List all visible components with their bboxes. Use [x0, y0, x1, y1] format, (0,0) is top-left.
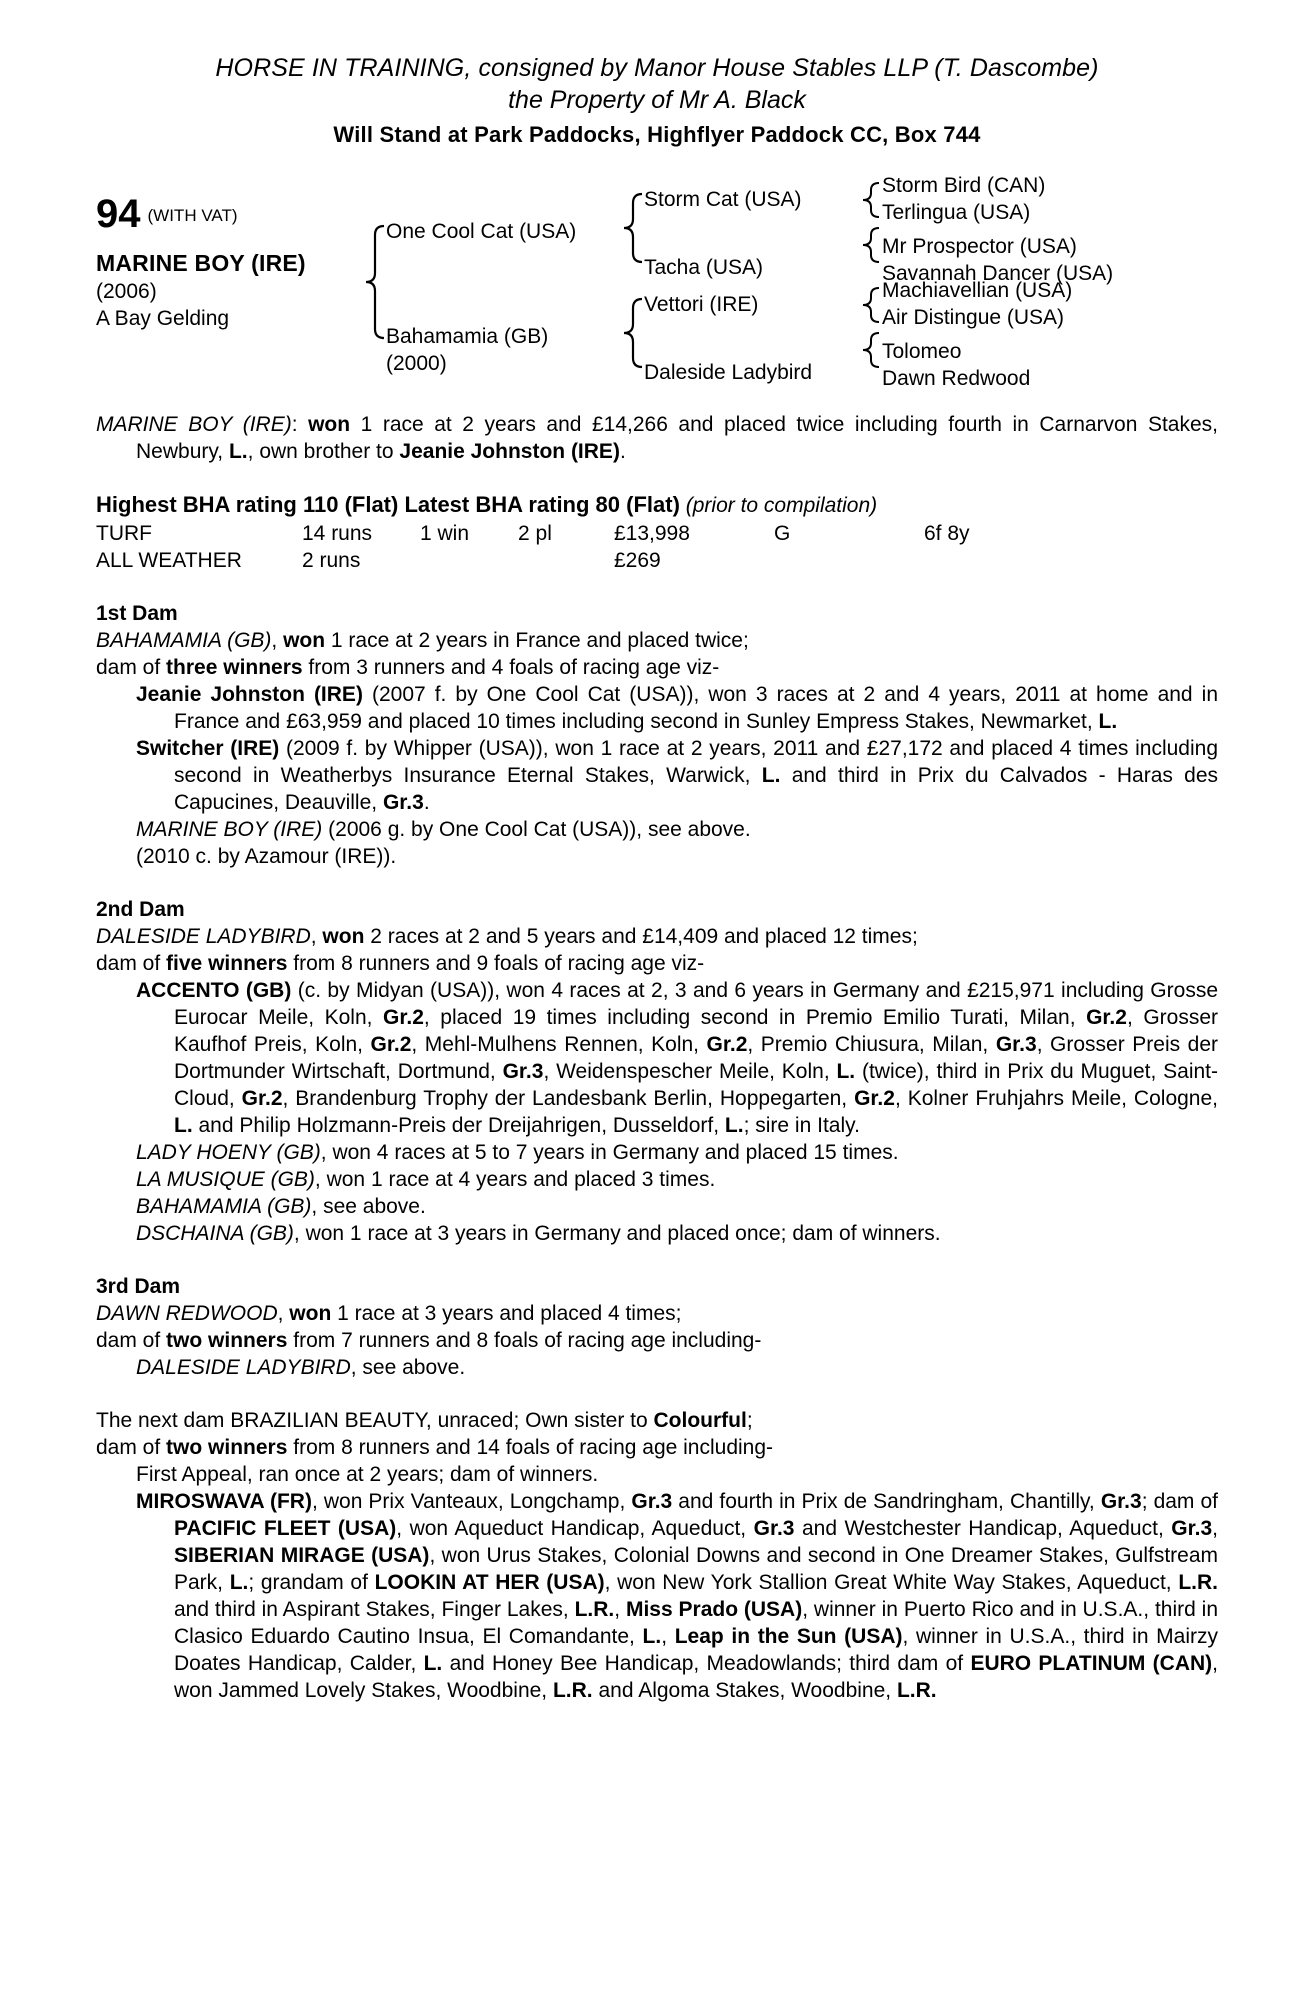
progeny-name: MARINE BOY (IRE) [136, 818, 323, 841]
ggp-2: Terlingua (USA) [882, 201, 1031, 224]
lot-info [96, 180, 364, 332]
ggp-6: Air Distingue (USA) [882, 306, 1065, 329]
next-dam-prefix: The next dam BRAZILIAN BEAUTY, unraced; Own sister to [96, 1409, 654, 1432]
row-places: 2 pl [518, 522, 552, 545]
list-item [96, 1354, 1218, 1381]
stand-location-line: Will Stand at Park Paddocks, Highflyer Paddock CC, Box 744 [333, 122, 981, 147]
third-dam-title: 3rd Dam [96, 1275, 181, 1298]
list-item [96, 1139, 1218, 1166]
pedigree-diagram [96, 174, 1218, 390]
row-surface: TURF [96, 522, 152, 545]
damof-suffix: from 8 runners and 14 foals of racing age including- [287, 1436, 774, 1459]
second-dam-line [96, 923, 1218, 950]
brace-level-2 [622, 180, 644, 385]
progeny-name: Switcher (IRE) [136, 737, 280, 760]
grandparents-column [644, 180, 860, 385]
progeny-text: , won 4 races at 5 to 7 years in Germany and placed 15 times. [320, 1141, 899, 1164]
progeny-name: BAHAMAMIA (GB) [136, 1195, 312, 1218]
horse-description: A Bay Gelding [96, 307, 230, 330]
row-distance: 6f 8y [924, 522, 970, 545]
next-dam-damof [96, 1434, 1218, 1461]
first-dam-record: 1 race at 2 years in France and placed twice; [325, 629, 749, 652]
ggp-5: Machiavellian (USA) [882, 279, 1073, 302]
list-item [96, 735, 1218, 816]
consignor-line: HORSE IN TRAINING, consigned by Manor House Stables LLP (T. Dascombe) [215, 54, 1099, 82]
list-item [96, 1488, 1218, 1704]
dam-year: (2000) [386, 352, 447, 375]
progeny-listed: L. [761, 764, 781, 787]
row-surface: ALL WEATHER [96, 549, 242, 572]
row-wins [420, 547, 518, 574]
brace-level-1 [364, 180, 386, 385]
sep: , [310, 925, 323, 948]
list-item [96, 977, 1218, 1139]
progeny-text: , won 1 race at 3 years in Germany and placed once; dam of winners. [293, 1222, 941, 1245]
progeny-text: , see above. [311, 1195, 426, 1218]
ratings-table [96, 520, 1218, 574]
row-distance [924, 547, 1218, 574]
sires-dam: Tacha (USA) [644, 256, 764, 279]
row-wins: 1 win [420, 522, 470, 545]
horse-year: (2006) [96, 280, 157, 303]
sire-name: One Cool Cat (USA) [386, 220, 577, 243]
dam-name: Bahamamia (GB) [386, 325, 549, 348]
third-dam-line [96, 1300, 1218, 1327]
ggp-3: Mr Prospector (USA) [882, 235, 1077, 258]
progeny-name: LA MUSIQUE (GB) [136, 1168, 315, 1191]
lot-number: 94 [96, 192, 141, 236]
row-going: G [774, 522, 791, 545]
first-dam-line [96, 627, 1218, 654]
progeny-text2: and third in Prix du Calvados - Haras des Capucines, Deauville, [174, 764, 1218, 814]
progeny-name: Jeanie Johnston (IRE) [136, 683, 363, 706]
summary-listed: L. [228, 440, 248, 463]
sires-sire: Storm Cat (USA) [644, 188, 802, 211]
damof-suffix: from 8 runners and 9 foals of racing age viz- [287, 952, 705, 975]
list-item [96, 1220, 1218, 1247]
next-dam-sister: Colourful [653, 1409, 747, 1432]
row-runs: 14 runs [302, 522, 373, 545]
summary-body2: , own brother to [247, 440, 400, 463]
damof-count: two winners [166, 1436, 288, 1459]
progeny-text: (2007 f. by One Cool Cat (USA)), won 3 races at 2 and 4 years, 2011 at home and in France and £63,959 and placed 10 times including second in Sunley Empress Stakes, Newmarket, [174, 683, 1218, 733]
damof-count: five winners [166, 952, 288, 975]
damof-prefix: dam of [96, 1329, 167, 1352]
third-dam-damof [96, 1327, 1218, 1354]
progeny-name: DALESIDE LADYBIRD [136, 1356, 351, 1379]
second-dam-record: 2 races at 2 and 5 years and £14,409 and placed 12 times; [364, 925, 918, 948]
won-label: won [322, 925, 365, 948]
progeny-text: (2010 c. by Azamour (IRE)). [136, 845, 397, 868]
summary-end: . [619, 440, 626, 463]
ggp-4: Savannah Dancer (USA) [882, 262, 1114, 285]
row-places [518, 547, 614, 574]
list-item [96, 681, 1218, 735]
progeny-text: , see above. [350, 1356, 466, 1379]
progeny-text: , won Prix Vanteaux, Longchamp, Gr.3 and fourth in Prix de Sandringham, Chantilly, Gr.3; dam of PACIFIC FLEET (USA), won Aqueduct Handicap, Aqueduct, Gr.3 and Westchester Handicap, Aqueduct, Gr.3, SIBERIAN MIRAGE (USA), won Urus Stakes, Colonial Downs and second in One Dreamer Stakes, Gulfstream Park, L.; grandam of LOOKIN AT HER (USA), won New York Stallion Great White Way Stakes, Aqueduct, L.R. and third in Aspirant Stakes, Finger Lakes, L.R., Miss Prado (USA), winner in Puerto Rico and in U.S.A., third in Clasico Eduardo Cautino Insua, El Comandante, L., Leap in the Sun (USA), winner in U.S.A., third in Mairzy Doates Handicap, Calder, L. and Honey Bee Handicap, Meadowlands; third dam of EURO PLATINUM (CAN), won Jammed Lovely Stakes, Woodbine, L.R. and Algoma Stakes, Woodbine, L.R. [174, 1490, 1219, 1702]
ratings-bold: Highest BHA rating 110 (Flat) Latest BHA rating 80 (Flat) [96, 492, 680, 517]
next-dam-line [96, 1407, 1218, 1434]
table-row [96, 520, 1218, 547]
damof-count: two winners [166, 1329, 288, 1352]
progeny-text: First Appeal, ran once at 2 years; dam of winners. [136, 1463, 599, 1486]
progeny-end: . [423, 791, 430, 814]
progeny-text: (c. by Midyan (USA)), won 4 races at 2, 3 and 6 years in Germany and £215,971 including Grosse Eurocar Meile, Koln, Gr.2, placed 19 times including second in Premio Emilio Turati, Milan, Gr.2, Grosser Kaufhof Preis, Koln, Gr.2, Mehl-Mulhens Rennen, Koln, Gr.2, Premio Chiusura, Milan, Gr.3, Grosser Preis der Dortmunder Wirtschaft, Dortmund, Gr.3, Weidenspescher Meile, Koln, L. (twice), third in Prix du Muguet, Saint-Cloud, Gr.2, Brandenburg Trophy der Landesbank Berlin, Hoppegarten, Gr.2, Kolner Fruhjahrs Meile, Cologne, L. and Philip Holzmann-Preis der Dreijahrigen, Dusseldorf, L.; sire in Italy. [174, 979, 1219, 1137]
progeny-listed: L. [1098, 710, 1118, 733]
damof-prefix: dam of [96, 952, 167, 975]
third-dam-name: DAWN REDWOOD [96, 1302, 278, 1325]
summary-sibling: Jeanie Johnston (IRE) [399, 440, 620, 463]
race-summary [96, 411, 1218, 465]
vat-note: (WITH VAT) [147, 206, 238, 225]
damof-suffix: from 3 runners and 4 foals of racing age viz- [302, 656, 720, 679]
parents-column [386, 180, 622, 385]
summary-horse-name: MARINE BOY (IRE) [96, 413, 292, 436]
second-dam-damof [96, 950, 1218, 977]
progeny-text: (2006 g. by One Cool Cat (USA)), see above. [322, 818, 751, 841]
list-item [96, 1461, 1218, 1488]
summary-body: 1 race at 2 years and £14,266 and placed twice including fourth in Carnarvon Stakes, Newbury, [136, 413, 1218, 463]
damof-count: three winners [166, 656, 303, 679]
row-prize: £269 [614, 549, 661, 572]
won-label: won [289, 1302, 332, 1325]
horse-name: MARINE BOY (IRE) [96, 250, 306, 276]
dams-sire: Vettori (IRE) [644, 293, 759, 316]
progeny-text: , won 1 race at 4 years and placed 3 times. [314, 1168, 716, 1191]
dams-dam: Daleside Ladybird [644, 361, 813, 384]
ratings-headline [96, 491, 1218, 520]
damof-prefix: dam of [96, 1436, 167, 1459]
ratings-prior-note: (prior to compilation) [685, 494, 878, 517]
ggp-1: Storm Bird (CAN) [882, 174, 1046, 197]
row-going [774, 547, 924, 574]
damof-suffix: from 7 runners and 8 foals of racing age including- [287, 1329, 762, 1352]
sep: , [277, 1302, 290, 1325]
progeny-name: ACCENTO (GB) [136, 979, 292, 1002]
second-dam-title: 2nd Dam [96, 898, 185, 921]
sep: , [271, 629, 284, 652]
progeny-text: (2009 f. by Whipper (USA)), won 1 race at 2 years, 2011 and £27,172 and placed 4 times including second in Weatherbys Insurance Eternal Stakes, Warwick, [174, 737, 1218, 787]
progeny-name: MIROSWAVA (FR) [136, 1490, 312, 1513]
table-row [96, 547, 1218, 574]
progeny-grade: Gr.3 [382, 791, 424, 814]
first-dam-damof [96, 654, 1218, 681]
great-grandparents-column [882, 174, 1182, 390]
progeny-name: DSCHAINA (GB) [136, 1222, 294, 1245]
first-dam-title: 1st Dam [96, 602, 178, 625]
summary-won: won [308, 413, 351, 436]
first-dam-name: BAHAMAMIA (GB) [96, 629, 272, 652]
ggp-8: Dawn Redwood [882, 367, 1031, 390]
damof-prefix: dam of [96, 656, 167, 679]
list-item [96, 843, 1218, 870]
second-dam-name: DALESIDE LADYBIRD [96, 925, 311, 948]
third-dam-record: 1 race at 3 years and placed 4 times; [331, 1302, 682, 1325]
next-dam-end: ; [746, 1409, 753, 1432]
row-runs: 2 runs [302, 549, 361, 572]
property-line: the Property of Mr A. Black [508, 86, 806, 114]
summary-colon: : [291, 413, 309, 436]
list-item [96, 1193, 1218, 1220]
won-label: won [283, 629, 326, 652]
progeny-name: LADY HOENY (GB) [136, 1141, 321, 1164]
list-item [96, 1166, 1218, 1193]
row-prize: £13,998 [614, 522, 690, 545]
list-item [96, 816, 1218, 843]
brace-level-3 [860, 180, 882, 385]
ggp-7: Tolomeo [882, 340, 962, 363]
